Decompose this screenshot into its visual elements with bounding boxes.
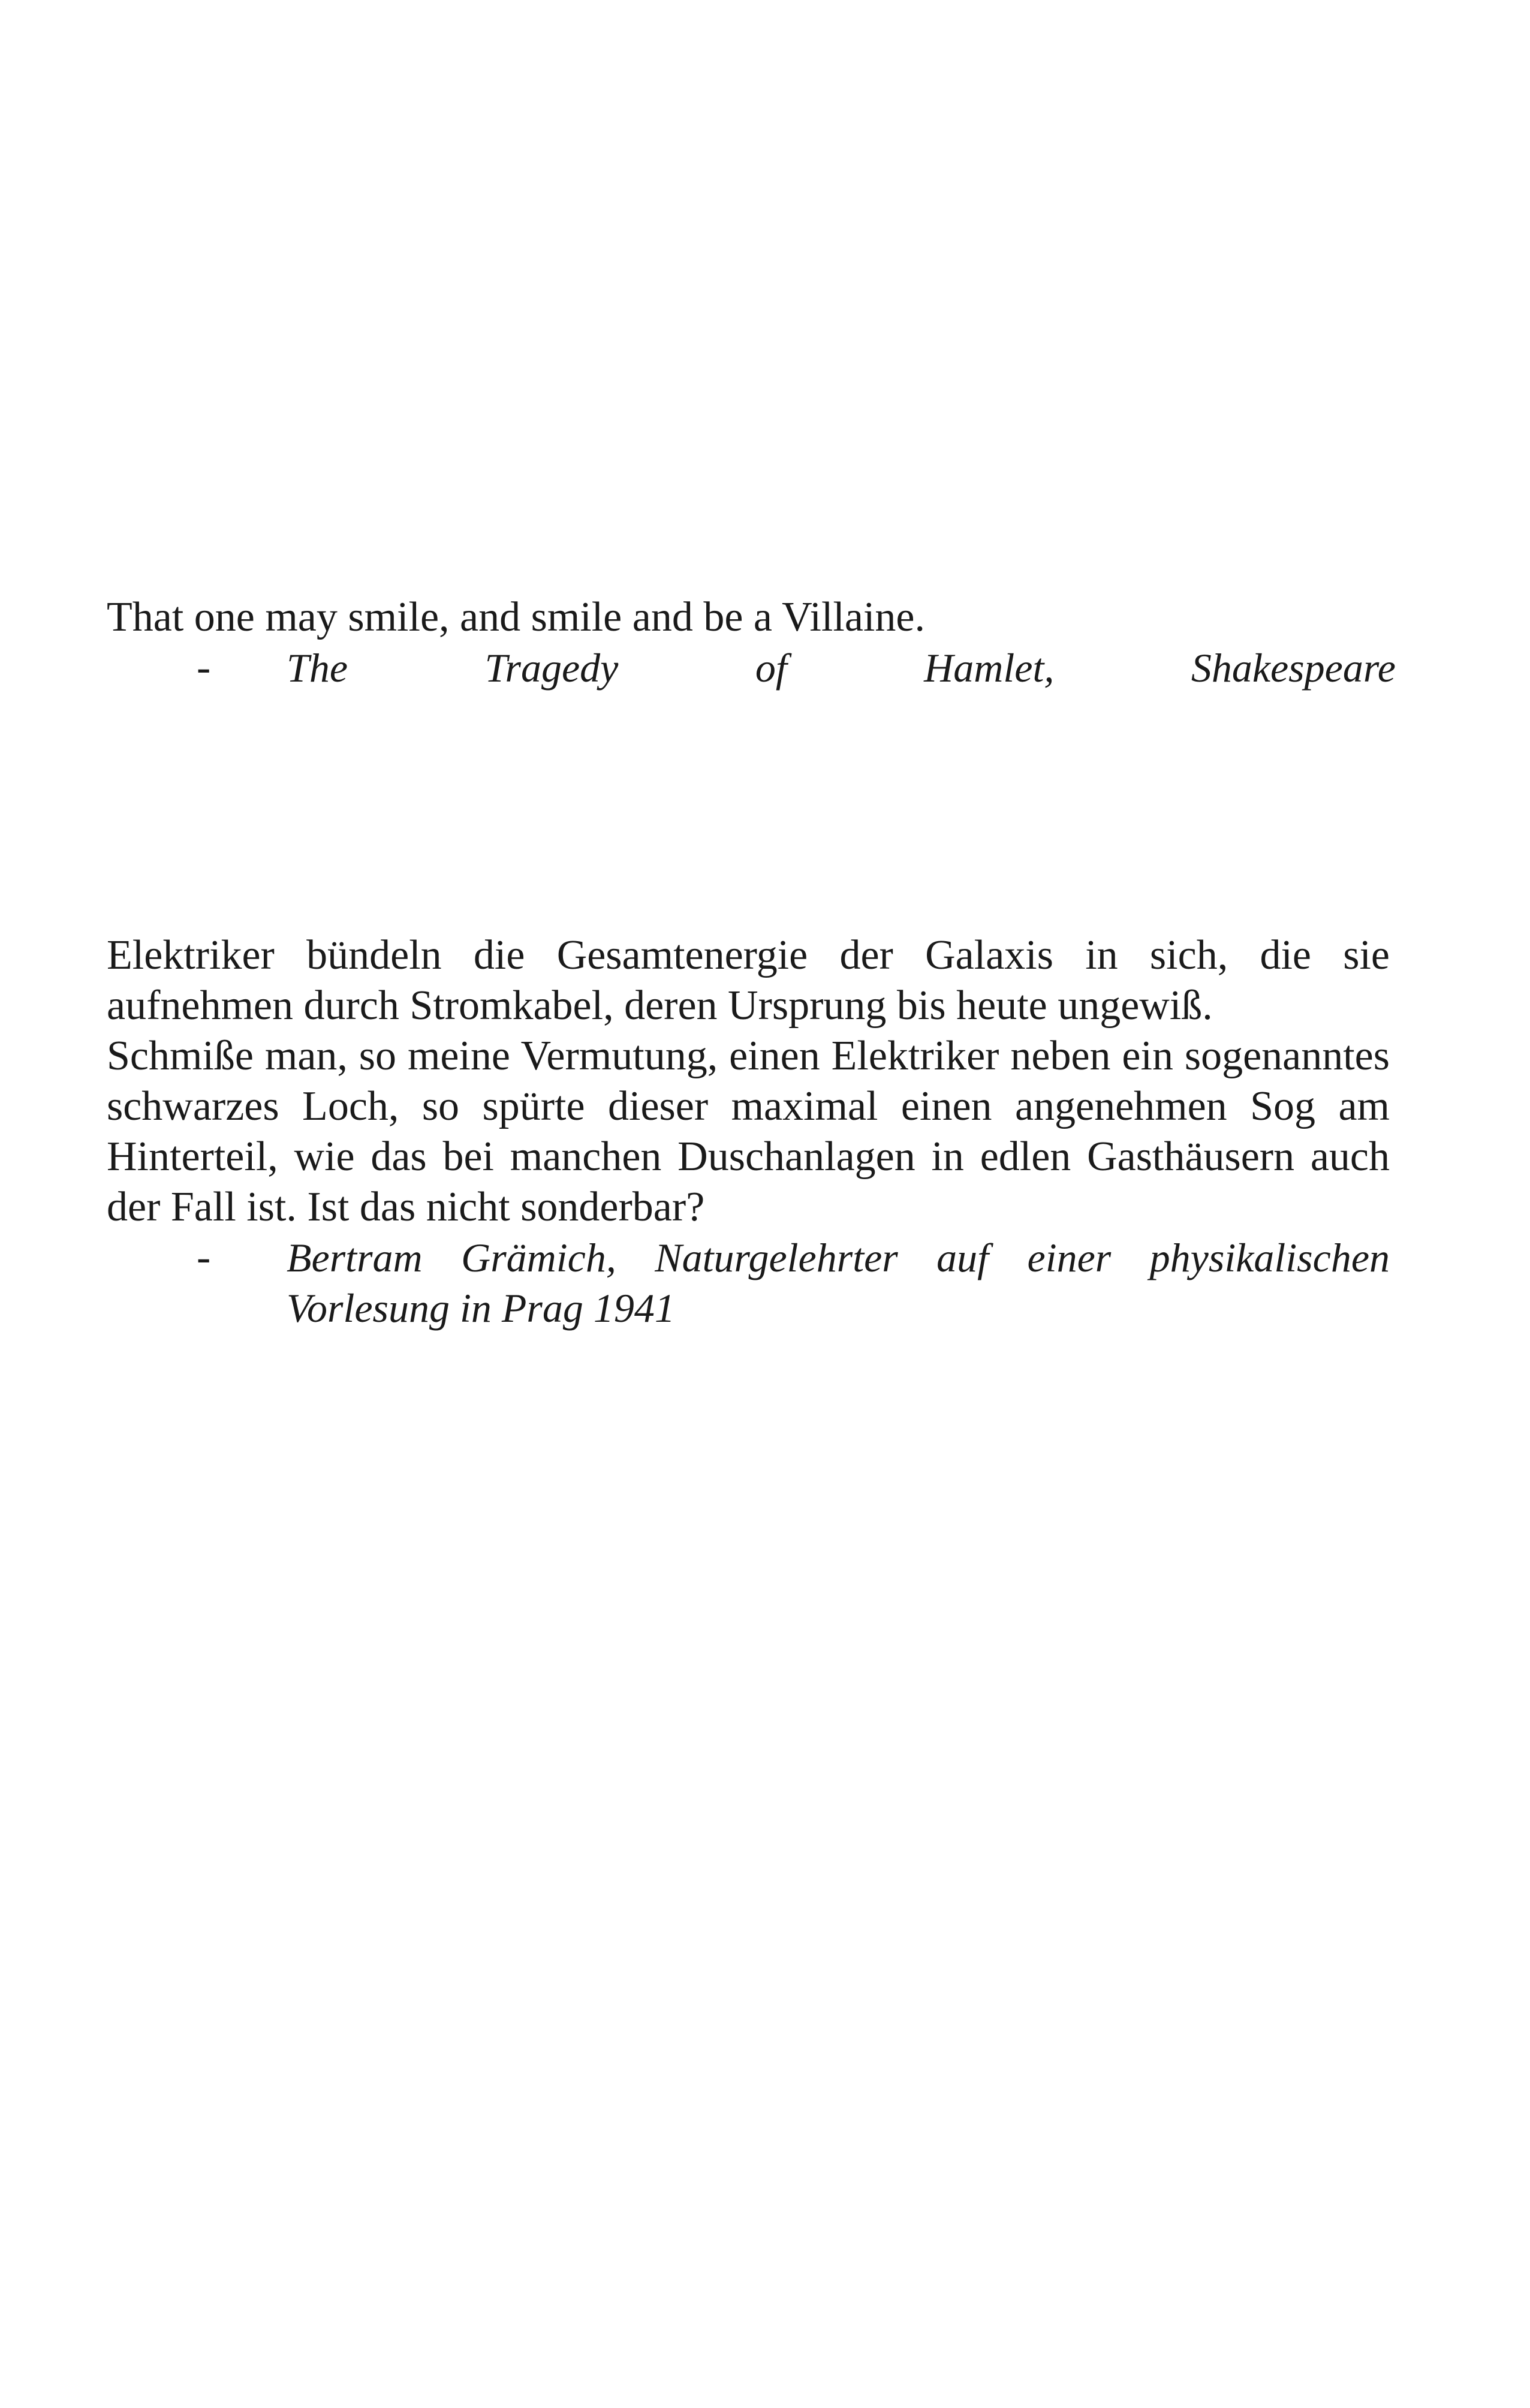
epigraph-quote: That one may smile, and smile and be a Villaine. <box>107 594 925 640</box>
attribution-text <box>287 643 1396 693</box>
attribution-word: Shakespeare <box>1191 645 1396 691</box>
attribution-word: of <box>755 645 787 691</box>
epigraph-elektriker <box>107 930 1390 1333</box>
epigraph-paragraph-1: Elektriker bündeln die Gesamtenergie der Galaxis in sich, die sie aufnehmen durch Stromkabel, deren Ursprung bis heute ungewiß. <box>107 932 1390 1029</box>
epigraph-attribution <box>107 643 1396 693</box>
attribution-word: Hamlet, <box>924 645 1055 691</box>
epigraph-attribution <box>107 1232 1390 1333</box>
attribution-word: The <box>287 645 348 691</box>
attribution-dash: - <box>197 644 211 691</box>
attribution-word: Tragedy <box>484 645 619 691</box>
attribution-dash: - <box>197 1234 211 1280</box>
epigraph-paragraph-2: Schmiße man, so meine Vermutung, einen Elektriker neben ein sogenanntes schwarzes Loch, so spürte dieser maximal einen angenehmen Sog am Hinterteil, wie das bei manchen Duschanlagen in edlen Gasthäusern auch der Fall ist. Ist das nicht sonderbar? <box>107 1033 1390 1230</box>
attribution-text: Bertram Grämich, Naturgelehrter auf einer physikalischen Vorlesung in Prag 1941 <box>287 1235 1390 1331</box>
epigraph-hamlet <box>107 592 1396 693</box>
